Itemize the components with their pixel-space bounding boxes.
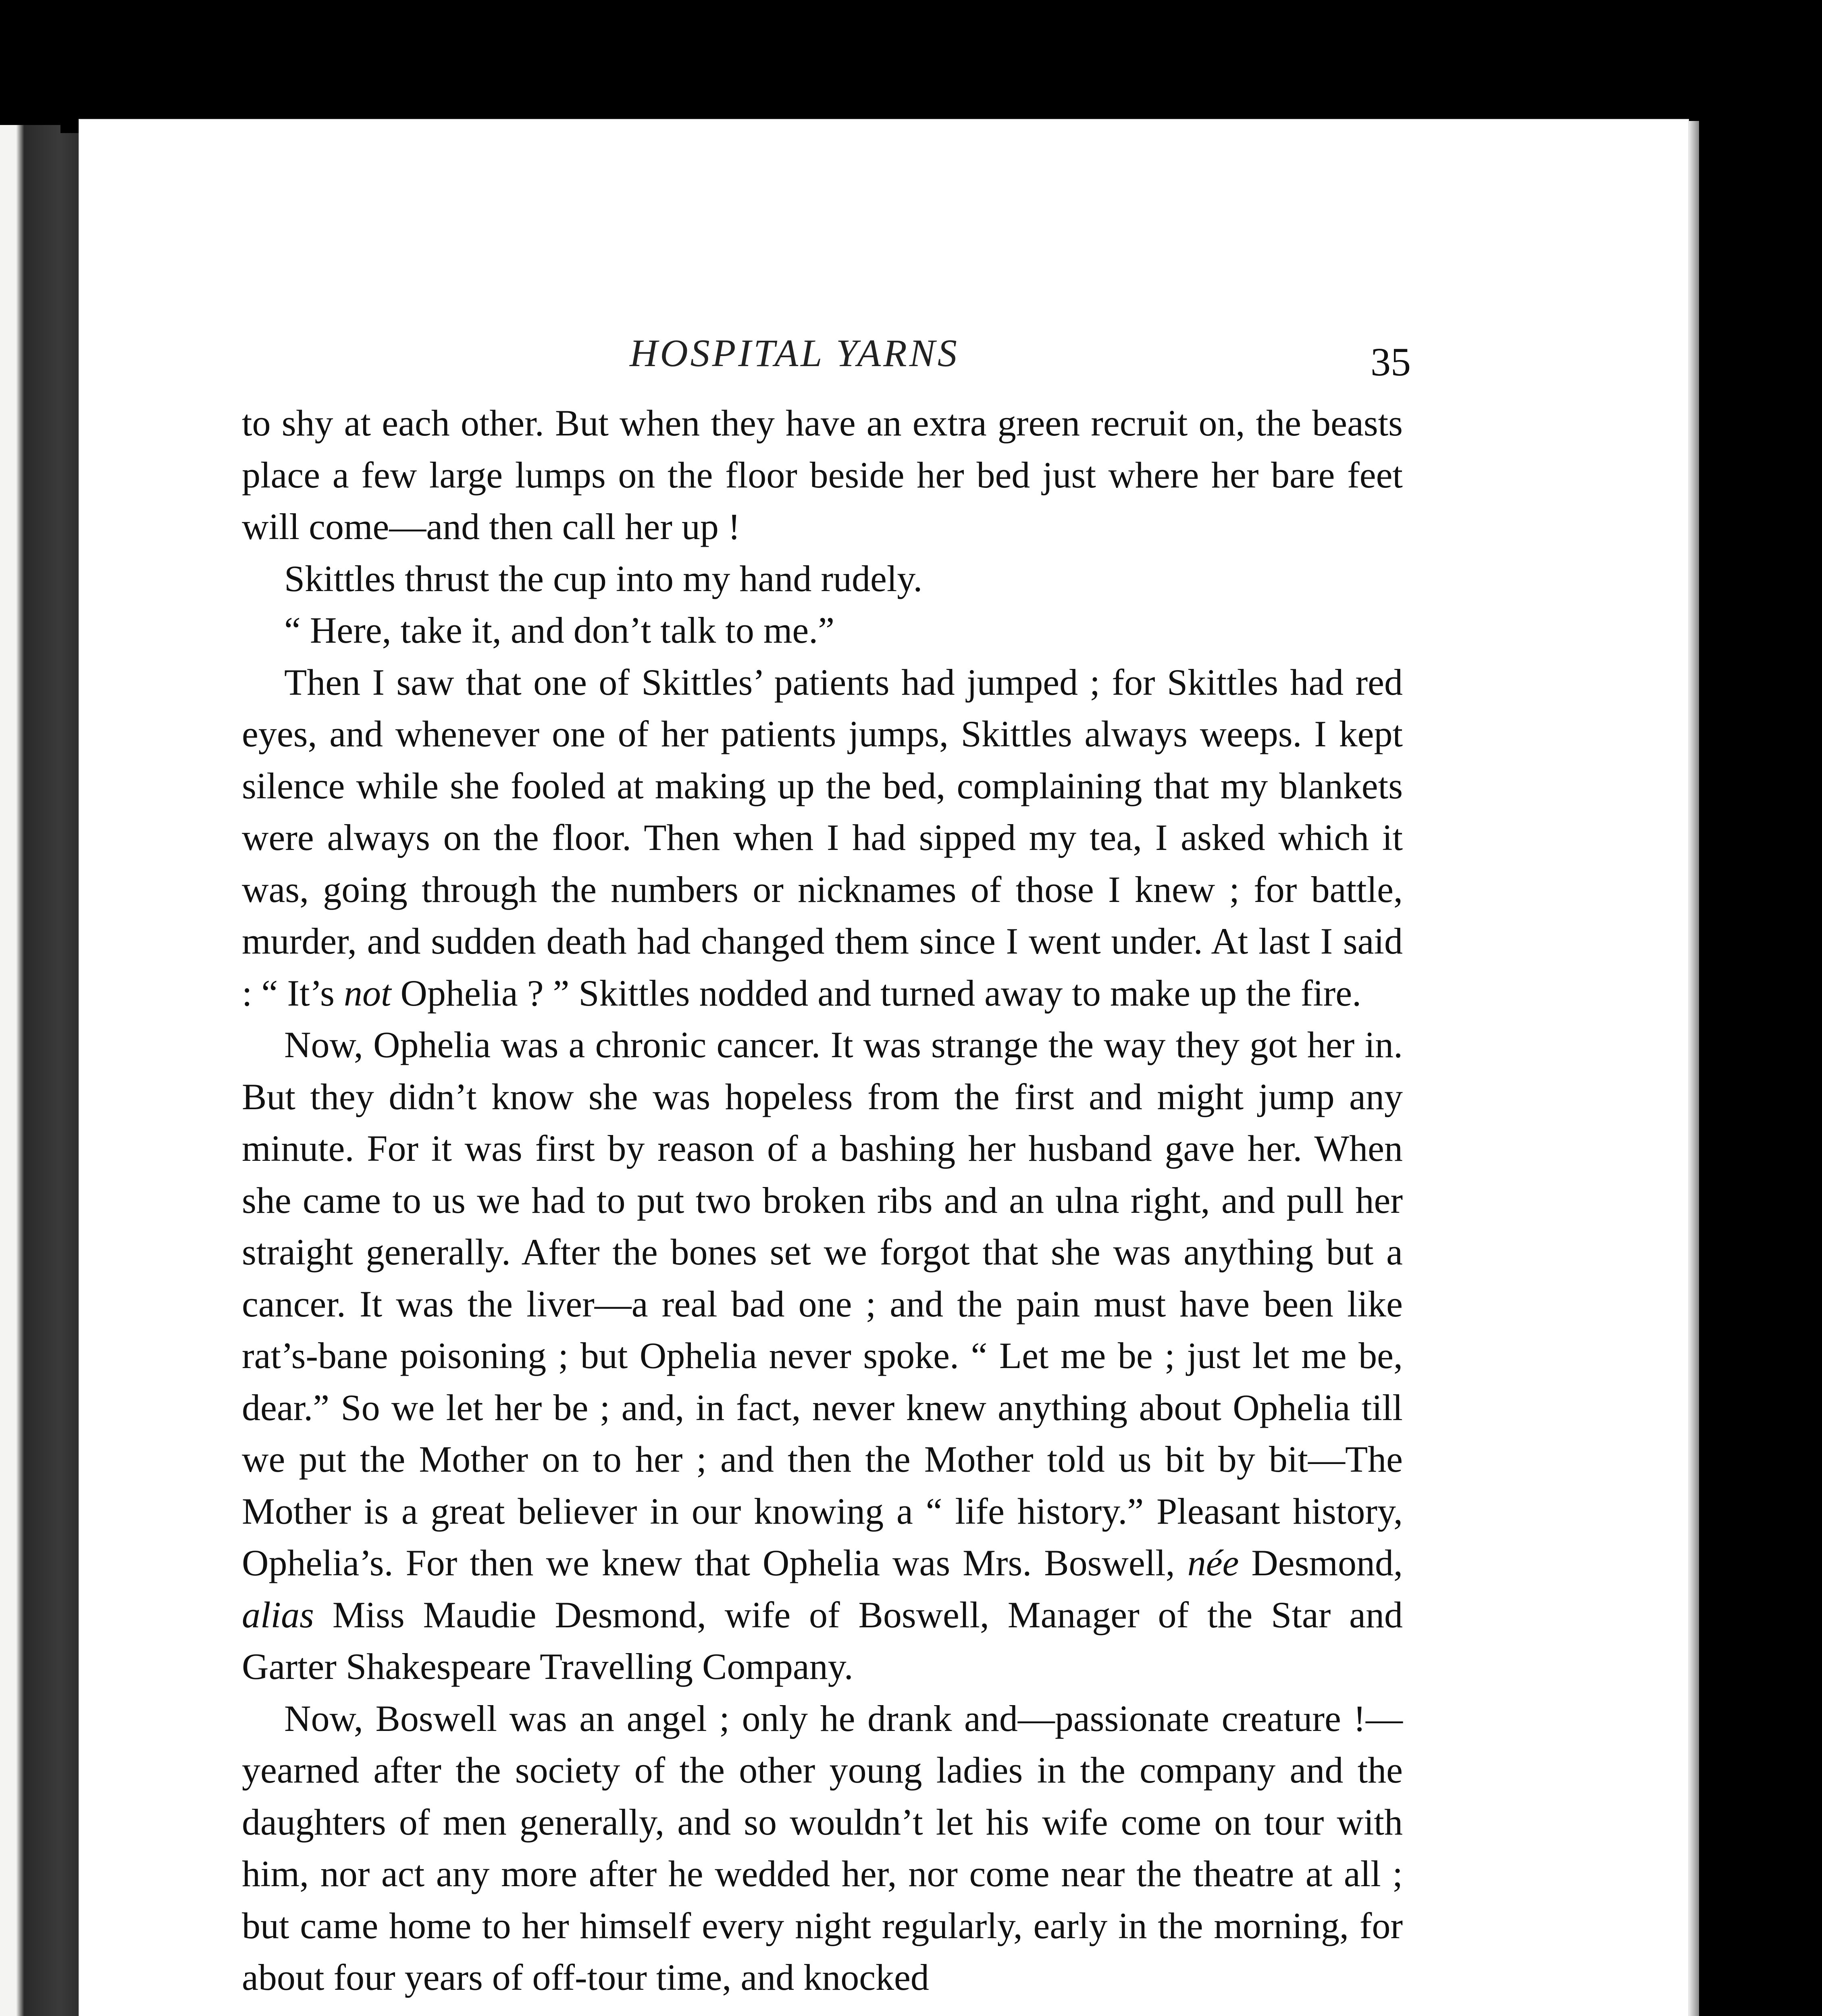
paragraph-text: to shy at each other. But when they have an extra green recruit on, the beasts place a few large lumps on the floor beside her bed just where her bare feet will come—and then call her up ! bbox=[242, 402, 1403, 547]
recto-page-edge bbox=[1689, 121, 1699, 2016]
paragraph-text: Miss Maudie Desmond, wife of Boswell, Manager of the Star and Garter Shakespeare Travelling Company. bbox=[242, 1594, 1403, 1687]
paragraph bbox=[242, 656, 1403, 1019]
paragraph bbox=[242, 553, 1403, 605]
paragraph-text: Then I saw that one of Skittles’ patients had jumped ; for Skittles had red eyes, and whenever one of her patients jumps, Skittles always weeps. I kept silence while she fooled at making up the bed, complaining that my blankets were always on the floor. Then when I had sipped my tea, I asked which it was, going through the numbers or nicknames of those I knew ; for battle, murder, and sudden death had changed them since I went under. At last I said : “ It’s bbox=[242, 661, 1403, 1014]
paragraph-text: Now, Boswell was an angel ; only he drank and—passionate creature !—yearned after the society of the other young ladies in the company and the daughters of men generally, and so wouldn’t let his wife come on tour with him, nor act any more after he wedded her, nor come near the theatre at all ; but came home to her himself every night regularly, early in the morning, for about four years of off-tour time, and knocked bbox=[242, 1697, 1403, 1998]
paragraph bbox=[242, 397, 1403, 553]
paragraph-text: Now, Ophelia was a chronic cancer. It was strange the way they got her in. But they didn’t know she was hopeless from the first and might jump any minute. For it was first by reason of a bashing her husband gave her. When she came to us we had to put two broken ribs and an ulna right, and pull her straight generally. After the bones set we forgot that she was anything but a cancer. It was the liver—a real bad one ; and the pain must have been like rat’s-bane poisoning ; but Ophelia never spoke. “ Let me be ; just let me be, dear.” So we let her be ; and, in fact, never knew anything about Ophelia till we put the Mother on to her ; and then the Mother told us bit by bit—The Mother is a great believer in our knowing a “ life history.” Pleasant history, Ophelia’s. For then we knew that Ophelia was Mrs. Boswell, bbox=[242, 1024, 1403, 1583]
running-head bbox=[242, 327, 1411, 391]
italic-word: alias bbox=[242, 1594, 314, 1635]
paragraph bbox=[242, 1693, 1403, 2004]
body-text bbox=[242, 397, 1403, 2004]
paragraph-text: Ophelia ? ” Skittles nodded and turned away to make up the fire. bbox=[391, 972, 1362, 1014]
paragraph-text: “ Here, take it, and don’t talk to me.” bbox=[284, 610, 835, 651]
paragraph-text: Desmond, bbox=[1239, 1542, 1403, 1583]
verso-page-edge bbox=[0, 125, 60, 2016]
running-title: HOSPITAL YARNS bbox=[630, 331, 959, 375]
paragraph bbox=[242, 604, 1403, 656]
italic-word: née bbox=[1187, 1542, 1239, 1583]
italic-word: not bbox=[343, 972, 391, 1014]
paragraph-text: Skittles thrust the cup into my hand rudely. bbox=[284, 558, 923, 599]
page-number: 35 bbox=[1371, 339, 1411, 384]
paragraph bbox=[242, 1019, 1403, 1693]
